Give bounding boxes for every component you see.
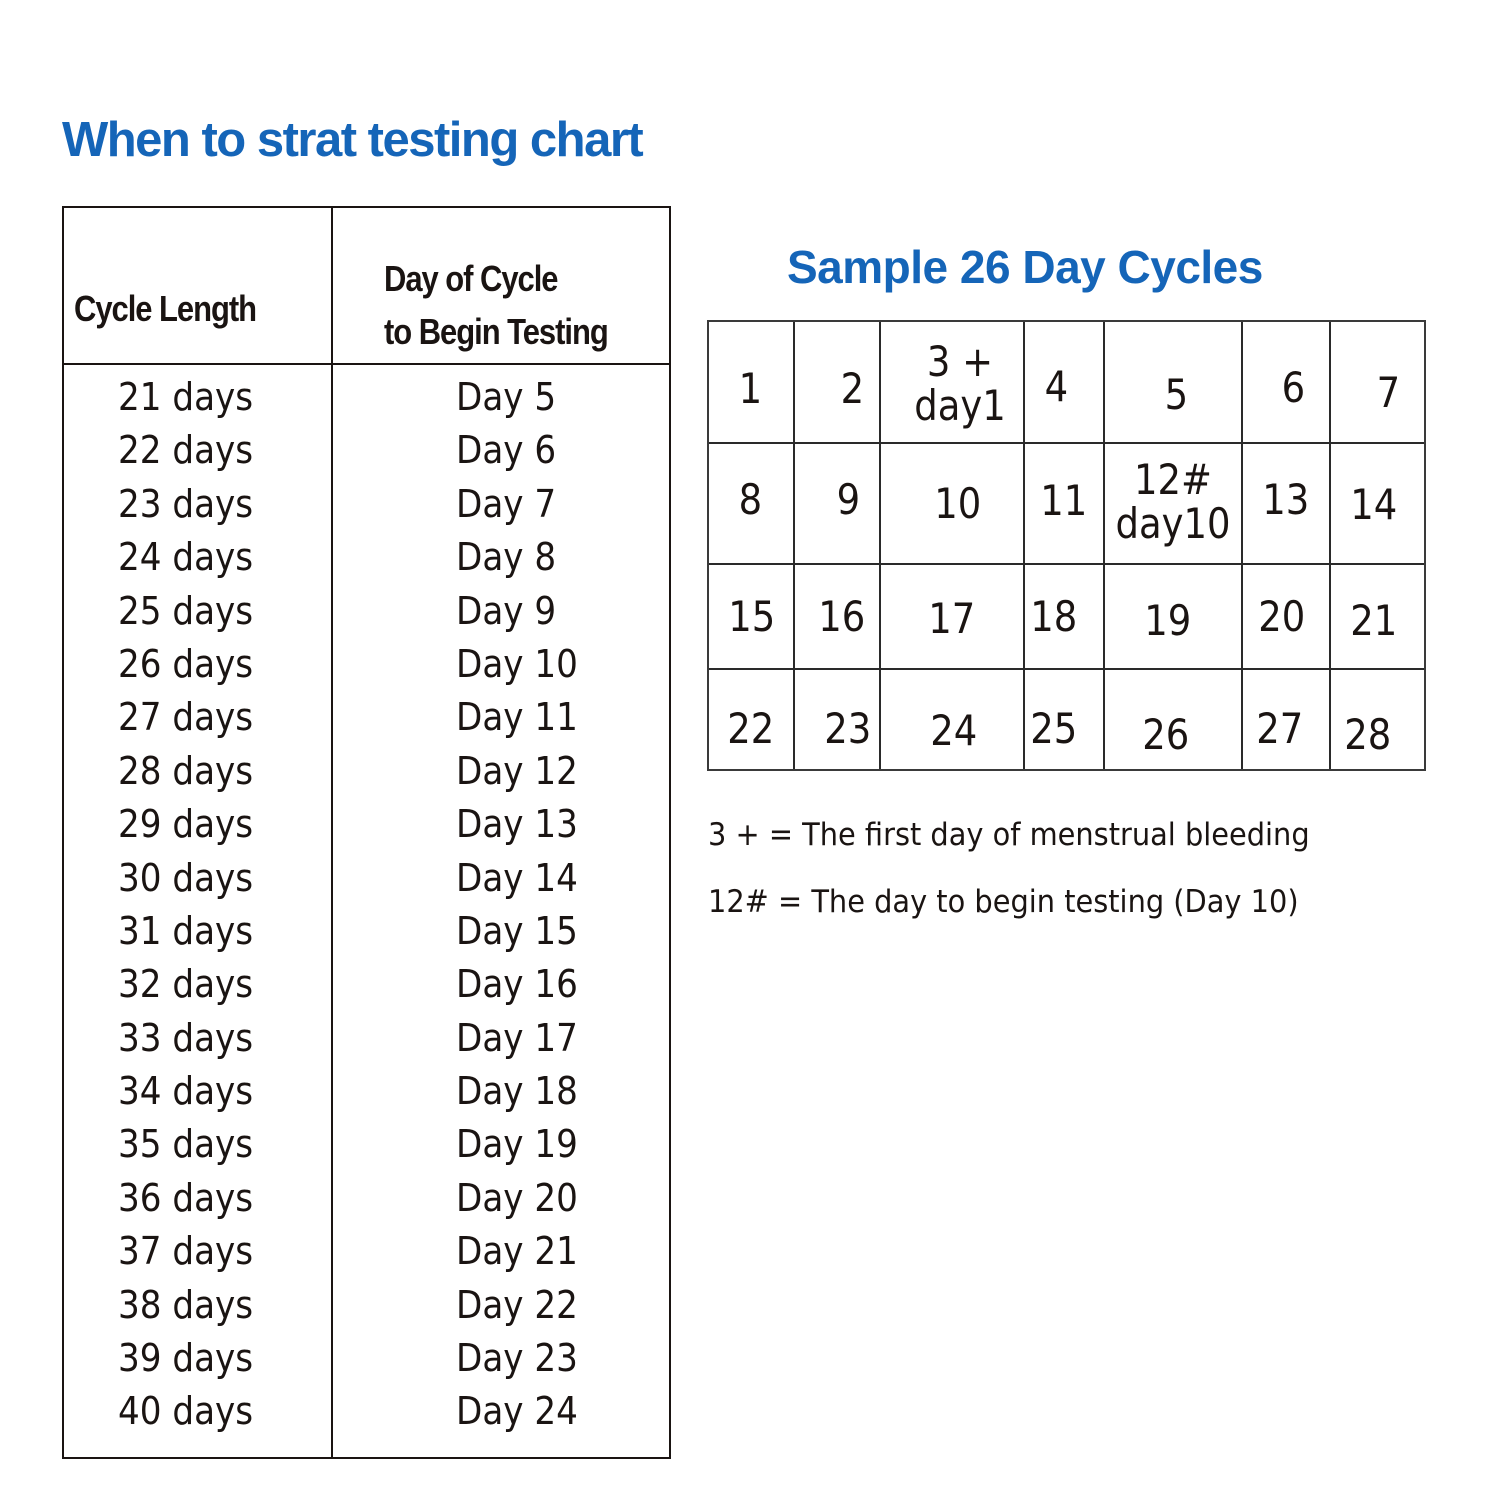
begin-day-cell: Day 6: [456, 428, 557, 473]
calendar-day-first-bleeding: [912, 337, 1009, 430]
cycle-length-cell: 31 days: [118, 908, 254, 953]
calendar-day: 14: [1350, 480, 1398, 529]
cycle-length-cell: 23 days: [118, 481, 254, 526]
begin-testing-marker: 12#: [1133, 455, 1212, 504]
calendar-day: 23: [824, 704, 872, 753]
cycle-length-cell: 29 days: [118, 802, 254, 847]
cycle-length-cell: 33 days: [118, 1015, 254, 1060]
testing-start-table: [62, 206, 671, 1459]
header-day-of-cycle-line1: Day of Cycle: [384, 258, 558, 299]
begin-day-cell: Day 17: [456, 1015, 578, 1060]
page-title: When to strat testing chart: [62, 113, 643, 167]
cycle-length-cell: 27 days: [118, 695, 254, 740]
header-day-of-cycle: [384, 252, 608, 358]
begin-day-cell: Day 13: [456, 802, 578, 847]
cycle-length-cell: 25 days: [118, 588, 254, 633]
cycle-length-cell: 35 days: [118, 1122, 254, 1167]
table-row: [64, 424, 669, 477]
calendar-day: 28: [1344, 710, 1392, 759]
table-row: [64, 1118, 669, 1171]
begin-day-cell: Day 20: [456, 1175, 578, 1220]
table-row: [64, 1012, 669, 1065]
cycle-length-cell: 22 days: [118, 428, 254, 473]
cycle-length-cell: 40 days: [118, 1389, 254, 1434]
calendar-day: 24: [930, 706, 978, 755]
cycle-length-cell: 26 days: [118, 641, 254, 686]
grid-line: [1329, 322, 1331, 769]
cycle-length-cell: 36 days: [118, 1175, 254, 1220]
calendar-day: 27: [1256, 704, 1304, 753]
begin-day-cell: Day 8: [456, 535, 557, 580]
calendar-day: 8: [738, 475, 763, 524]
calendar-day: 15: [728, 592, 776, 641]
begin-testing-label: day10: [1115, 499, 1231, 548]
table-row: [64, 1065, 669, 1118]
grid-line: [793, 322, 795, 769]
begin-day-cell: Day 10: [456, 641, 578, 686]
begin-day-cell: Day 22: [456, 1282, 578, 1327]
calendar-day-begin-testing: [1113, 455, 1233, 548]
calendar-day: 18: [1030, 592, 1078, 641]
calendar-day: 4: [1044, 362, 1069, 411]
table-row: [64, 371, 669, 424]
calendar-day: 25: [1030, 704, 1078, 753]
begin-day-cell: Day 24: [456, 1389, 578, 1434]
calendar-day: 22: [727, 704, 775, 753]
grid-line: [1023, 322, 1025, 769]
table-row: [64, 745, 669, 798]
begin-day-cell: Day 14: [456, 855, 578, 900]
calendar-day: 26: [1142, 710, 1190, 759]
calendar-day: 11: [1040, 476, 1088, 525]
calendar-day: 5: [1164, 370, 1189, 419]
calendar-day: 1: [738, 364, 763, 413]
cycle-length-cell: 32 days: [118, 962, 254, 1007]
begin-day-cell: Day 7: [456, 481, 557, 526]
table-row: [64, 638, 669, 691]
calendar-day: 9: [836, 475, 861, 524]
grid-line: [1241, 322, 1243, 769]
first-bleeding-label: day1: [914, 381, 1006, 430]
grid-line: [709, 563, 1424, 565]
grid-line: [709, 442, 1424, 444]
table-row: [64, 852, 669, 905]
grid-line: [709, 668, 1424, 670]
calendar-day: 7: [1376, 368, 1401, 417]
table-row: [64, 1279, 669, 1332]
table-row: [64, 1332, 669, 1385]
calendar-day: 2: [840, 364, 865, 413]
legend-begin-testing: 12# = The day to begin testing (Day 10): [708, 884, 1299, 920]
table-row: [64, 478, 669, 531]
calendar-day: 20: [1258, 592, 1306, 641]
calendar-day: 6: [1281, 363, 1306, 412]
legend-first-bleeding: 3 + = The first day of menstrual bleeding: [708, 817, 1310, 853]
calendar-day: 19: [1144, 596, 1192, 645]
begin-day-cell: Day 19: [456, 1122, 578, 1167]
cycle-length-cell: 34 days: [118, 1069, 254, 1114]
begin-day-cell: Day 21: [456, 1229, 578, 1274]
begin-day-cell: Day 9: [456, 588, 557, 633]
table-row: [64, 1385, 669, 1438]
calendar-day: 13: [1262, 475, 1310, 524]
grid-line: [879, 322, 881, 769]
cycle-length-cell: 24 days: [118, 535, 254, 580]
table-row: [64, 691, 669, 744]
begin-day-cell: Day 11: [456, 695, 578, 740]
header-divider: [64, 363, 669, 365]
table-body: [64, 371, 669, 1439]
sample-cycle-calendar: [707, 320, 1426, 771]
header-day-of-cycle-line2: to Begin Testing: [384, 311, 608, 352]
table-row: [64, 798, 669, 851]
begin-day-cell: Day 16: [456, 962, 578, 1007]
sample-cycle-title: Sample 26 Day Cycles: [787, 241, 1263, 293]
calendar-day: 10: [934, 479, 982, 528]
calendar-day: 16: [818, 592, 866, 641]
first-bleeding-marker: 3 +: [926, 337, 994, 386]
cycle-length-cell: 38 days: [118, 1282, 254, 1327]
cycle-length-cell: 30 days: [118, 855, 254, 900]
table-row: [64, 1225, 669, 1278]
begin-day-cell: Day 23: [456, 1336, 578, 1381]
cycle-length-cell: 21 days: [118, 375, 254, 419]
begin-day-cell: Day 15: [456, 908, 578, 953]
table-row: [64, 958, 669, 1011]
header-cycle-length: Cycle Length: [74, 288, 257, 329]
table-row: [64, 585, 669, 638]
grid-line: [1103, 322, 1105, 769]
begin-day-cell: Day 5: [456, 375, 557, 419]
table-row: [64, 1172, 669, 1225]
begin-day-cell: Day 12: [456, 748, 578, 793]
cycle-length-cell: 37 days: [118, 1229, 254, 1274]
table-row: [64, 531, 669, 584]
calendar-day: 21: [1350, 596, 1398, 645]
cycle-length-cell: 28 days: [118, 748, 254, 793]
table-row: [64, 905, 669, 958]
begin-day-cell: Day 18: [456, 1069, 578, 1114]
calendar-day: 17: [928, 594, 976, 643]
cycle-length-cell: 39 days: [118, 1336, 254, 1381]
